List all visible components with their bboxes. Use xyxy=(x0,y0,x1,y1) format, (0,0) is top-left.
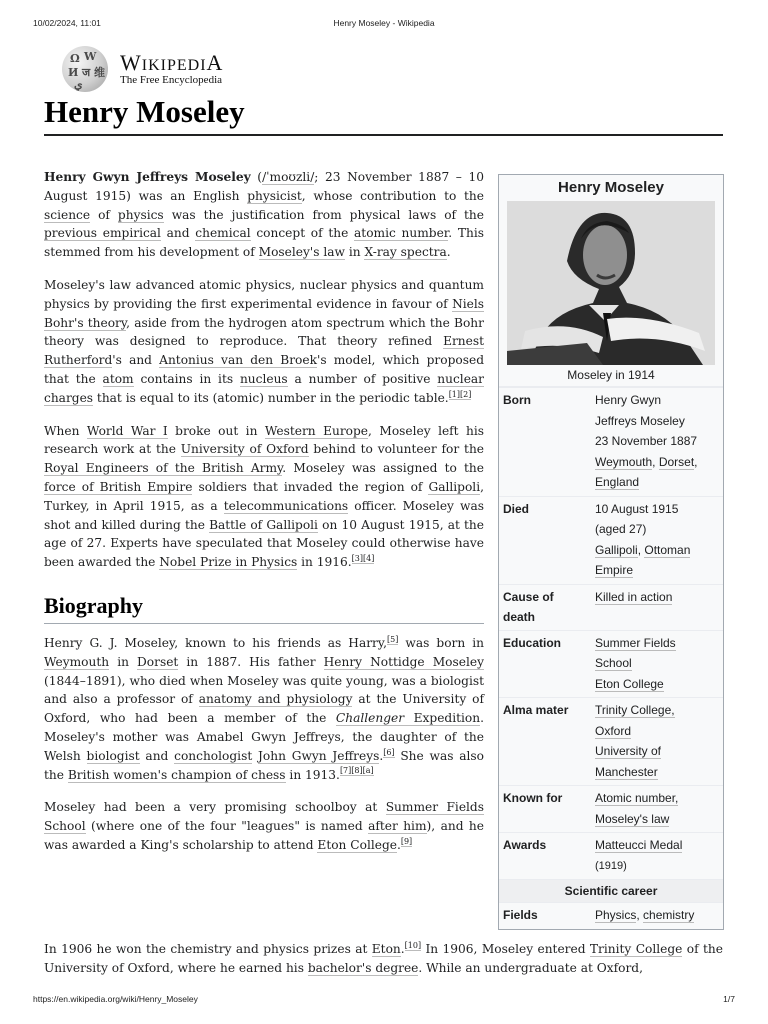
print-footer xyxy=(0,994,768,1006)
citation-ref[interactable]: [2] xyxy=(460,389,472,399)
citation-ref[interactable]: [1] xyxy=(448,389,461,399)
link-trinity-college-oxford[interactable]: Trinity College, xyxy=(595,703,675,717)
section-heading-biography: Biography xyxy=(44,592,484,624)
link-dorset[interactable]: Dorset xyxy=(137,654,179,669)
link-bachelors-degree[interactable]: bachelor's degree xyxy=(307,960,419,975)
link-england[interactable]: England xyxy=(595,475,640,489)
link-world-war-i[interactable]: World War I xyxy=(86,423,168,438)
link-van-den-broek[interactable]: Antonius van den Broek xyxy=(159,353,317,368)
link-eton-college[interactable]: Eton College xyxy=(595,676,664,691)
link-atomic-number[interactable]: atomic number xyxy=(354,226,449,241)
link-previous-empirical[interactable]: previous empirical xyxy=(44,226,161,241)
infobox-row-died xyxy=(499,496,723,584)
infobox-value: Henry Gwyn Jeffreys Moseley 23 November 1887 Weymouth, Dorset, England xyxy=(595,393,698,489)
link-killed-in-action[interactable]: Killed in action xyxy=(595,589,673,604)
link-university-of-manchester[interactable]: Manchester xyxy=(595,764,658,779)
link-summer-fields-school[interactable]: School xyxy=(595,656,632,670)
article-body xyxy=(44,168,484,855)
infobox-section-scientific-career: Scientific career xyxy=(499,879,723,902)
link-trinity-college-oxford[interactable]: Oxford xyxy=(595,723,632,738)
intro-paragraph-3: When World War I broke out in Western Europe, Moseley left his research work at the University of Oxford behind to volunteer for the Royal Engineers of the British Army. Moseley was assigned to the force of British Empire soldiers that invaded the region of Gallipoli, Turkey, in April 1915, as a telecommunications officer. Moseley was shot and killed during the Battle of Gallipoli on 10 August 1915, at the age of 27. Experts have speculated that Moseley could otherwise have been awarded the Nobel Prize in Physics in 1916.[3][4] xyxy=(44,423,485,570)
link-university-of-manchester[interactable]: University of xyxy=(595,744,662,758)
link-dorset[interactable]: Dorset xyxy=(658,454,695,469)
infobox-row-alma-mater xyxy=(499,697,723,785)
infobox-value xyxy=(595,700,723,782)
link-after-him[interactable]: after him xyxy=(368,819,427,834)
portrait-illustration xyxy=(507,201,715,365)
link-atom[interactable]: atom xyxy=(102,371,134,386)
link-john-gwyn-jeffreys[interactable]: John Gwyn Jeffreys xyxy=(258,748,380,763)
link-weymouth[interactable]: Weymouth xyxy=(44,654,110,669)
infobox xyxy=(498,174,724,930)
portrait-photo[interactable] xyxy=(507,201,715,365)
intro-paragraph-1: Henry Gwyn Jeffreys Moseley (/ˈmoʊzli/; 23 November 1887 – 10 August 1915) was an English physicist, whose contribution to the science of physics was the justification from physical laws of the previous empirical and chemical concept of the atomic number. This stemmed from his development of Moseley's law in X-ray spectra. xyxy=(44,170,484,260)
link-physicist[interactable]: physicist xyxy=(247,188,302,203)
link-rutherford[interactable]: Ernest Rutherford xyxy=(44,334,484,368)
link-science[interactable]: science xyxy=(44,207,91,222)
link-weymouth[interactable]: Weymouth xyxy=(595,454,653,469)
print-datetime: 10/02/2024, 11:01 xyxy=(33,18,101,28)
infobox-label: Alma mater xyxy=(503,703,569,717)
print-url: https://en.wikipedia.org/wiki/Henry_Moseley xyxy=(33,994,198,1004)
note-ref[interactable]: [a] xyxy=(362,766,374,776)
citation-ref[interactable]: [8] xyxy=(351,766,363,776)
link-henry-nottidge-moseley[interactable]: Henry Nottidge Moseley xyxy=(323,654,484,669)
wikipedia-wordmark: WIKIPEDIA xyxy=(120,50,224,75)
infobox-value: Matteucci Medal (1919) xyxy=(595,838,683,872)
citation-ref[interactable]: [10] xyxy=(404,940,422,950)
link-moseleys-law[interactable]: Moseley's law xyxy=(258,245,345,260)
infobox-value xyxy=(595,788,723,829)
link-moseleys-law[interactable]: Moseley's law xyxy=(595,811,670,826)
infobox-value xyxy=(595,587,723,627)
link-physics[interactable]: Physics xyxy=(595,908,637,922)
infobox-value: Physics, chemistry xyxy=(595,908,695,922)
link-university-of-oxford[interactable]: University of Oxford xyxy=(180,442,309,457)
link-womens-chess-champion[interactable]: British women's champion of chess xyxy=(67,767,286,782)
infobox-label: Awards xyxy=(503,838,547,852)
link-eton[interactable]: Eton xyxy=(371,942,401,956)
citation-ref[interactable]: [6] xyxy=(383,747,395,757)
link-nuclear-charges[interactable]: nuclear charges xyxy=(44,371,484,405)
wikipedia-logo[interactable] xyxy=(62,46,262,92)
link-gallipoli[interactable]: Gallipoli xyxy=(595,542,638,557)
infobox-label: Born xyxy=(503,393,531,407)
link-western-europe[interactable]: Western Europe xyxy=(264,423,369,438)
citation-ref[interactable]: [9] xyxy=(400,836,413,846)
link-force-british-empire[interactable]: force of British Empire xyxy=(44,479,193,494)
infobox-label: Fields xyxy=(503,908,538,922)
infobox-row-education xyxy=(499,630,723,698)
link-atomic-number[interactable]: Atomic number, xyxy=(595,791,679,805)
link-nobel-prize[interactable]: Nobel Prize in Physics xyxy=(159,555,298,570)
wikipedia-tagline: The Free Encyclopedia xyxy=(120,74,223,86)
link-anatomy-physiology[interactable]: anatomy and physiology xyxy=(198,692,353,707)
infobox-row-awards xyxy=(499,832,723,879)
print-header xyxy=(0,18,768,30)
link-summer-fields-school[interactable]: Summer Fields xyxy=(595,635,676,650)
link-challenger-expedition[interactable]: Challenger Expedition xyxy=(335,711,481,726)
infobox-row-born xyxy=(499,387,723,496)
infobox-label: Known for xyxy=(503,791,563,805)
infobox-row-fields xyxy=(499,902,723,929)
infobox-row-cause-of-death xyxy=(499,584,723,630)
infobox-row-known-for xyxy=(499,785,723,832)
infobox-label: Cause of death xyxy=(503,589,554,624)
link-chemistry[interactable]: chemistry xyxy=(643,908,695,922)
link-royal-engineers[interactable]: Royal Engineers of the British Army xyxy=(44,461,283,476)
infobox-label: Education xyxy=(503,635,562,650)
link-eton-college[interactable]: Eton College xyxy=(317,837,397,852)
biography-paragraph-2-start: Moseley had been a very promising schoolboy at Summer Fields School (where one of the four "leagues" is named after him), and he was awarded a King's scholarship to attend Eton College.[9] xyxy=(44,800,484,852)
ipa-link[interactable]: /ˈmoʊzli/ xyxy=(262,170,315,184)
link-ottoman-empire[interactable]: Ottoman xyxy=(644,542,691,557)
biography-paragraph-2-continued: In 1906 he won the chemistry and physics prizes at Eton.[10] In 1906, Moseley entered Trinity College of the University of Oxford, where he earned his bachelor's degree. While an undergraduate at Oxford, xyxy=(44,940,723,975)
link-nucleus[interactable]: nucleus xyxy=(239,371,288,386)
link-summer-fields-school[interactable]: Summer Fields School xyxy=(44,800,484,834)
link-physics[interactable]: physics xyxy=(117,207,164,222)
page-title: Henry Moseley xyxy=(44,94,245,129)
citation-ref[interactable]: [4] xyxy=(363,554,375,564)
link-gallipoli[interactable]: Gallipoli xyxy=(428,479,481,494)
intro-paragraph-2: Moseley's law advanced atomic physics, nuclear physics and quantum physics by providing the first experimental evidence in favour of Niels Bohr's theory, aside from the hydrogen atom spectrum which the Bohr theory was designed to reproduce. That theory refined Ernest Rutherford's and Antonius van den Broek's model, which proposed that the atom contains in its nucleus a number of positive nuclear charges that is equal to its (atomic) number in the periodic table.[1][2] xyxy=(44,277,484,405)
citation-ref[interactable]: [7] xyxy=(339,766,352,776)
title-divider xyxy=(44,134,723,136)
print-page-number: 1/7 xyxy=(723,994,735,1004)
infobox-label: Died xyxy=(503,501,530,516)
portrait-caption: Moseley in 1914 xyxy=(499,365,723,387)
link-ottoman-empire[interactable]: Empire xyxy=(595,563,634,577)
link-chemical[interactable]: chemical xyxy=(195,226,251,241)
infobox-title: Henry Moseley xyxy=(558,179,664,196)
infobox-value xyxy=(595,633,723,695)
infobox-value: 10 August 1915 (aged 27) Gallipoli, Ottoman Empire xyxy=(595,501,691,577)
subject-name: Henry Gwyn Jeffreys Moseley xyxy=(44,170,251,184)
link-conchologist[interactable]: conchologist xyxy=(174,748,253,763)
wikipedia-globe-icon: Ω W И ज 维 ي xyxy=(62,46,108,92)
link-xray-spectra[interactable]: X-ray spectra xyxy=(364,245,447,260)
link-matteucci-medal[interactable]: Matteucci Medal xyxy=(595,838,683,852)
print-tab-title: Henry Moseley - Wikipedia xyxy=(333,18,435,28)
link-battle-of-gallipoli[interactable]: Battle of Gallipoli xyxy=(209,517,318,532)
link-telecommunications[interactable]: telecommunications xyxy=(223,498,349,513)
biography-paragraph-1: Henry G. J. Moseley, known to his friends as Harry,[5] was born in Weymouth in Dorset in 1887. His father Henry Nottidge Moseley (1844–1891), who died when Moseley was quite young, was a biologist and also a professor of anatomy and physiology at the University of Oxford, who had been a member of the Challenger Expedition. Moseley's mother was Amabel Gwyn Jeffreys, the daughter of the Welsh biologist and conchologist John Gwyn Jeffreys.[6] She was also the British women's champion of chess in 1913.[7][8][a] xyxy=(44,634,485,782)
link-biologist[interactable]: biologist xyxy=(86,748,140,763)
link-bohr-theory[interactable]: Niels Bohr's theory xyxy=(44,296,484,330)
citation-ref[interactable]: [5] xyxy=(387,634,399,644)
link-trinity-college[interactable]: Trinity College xyxy=(589,942,683,956)
citation-ref[interactable]: [3] xyxy=(351,554,364,564)
